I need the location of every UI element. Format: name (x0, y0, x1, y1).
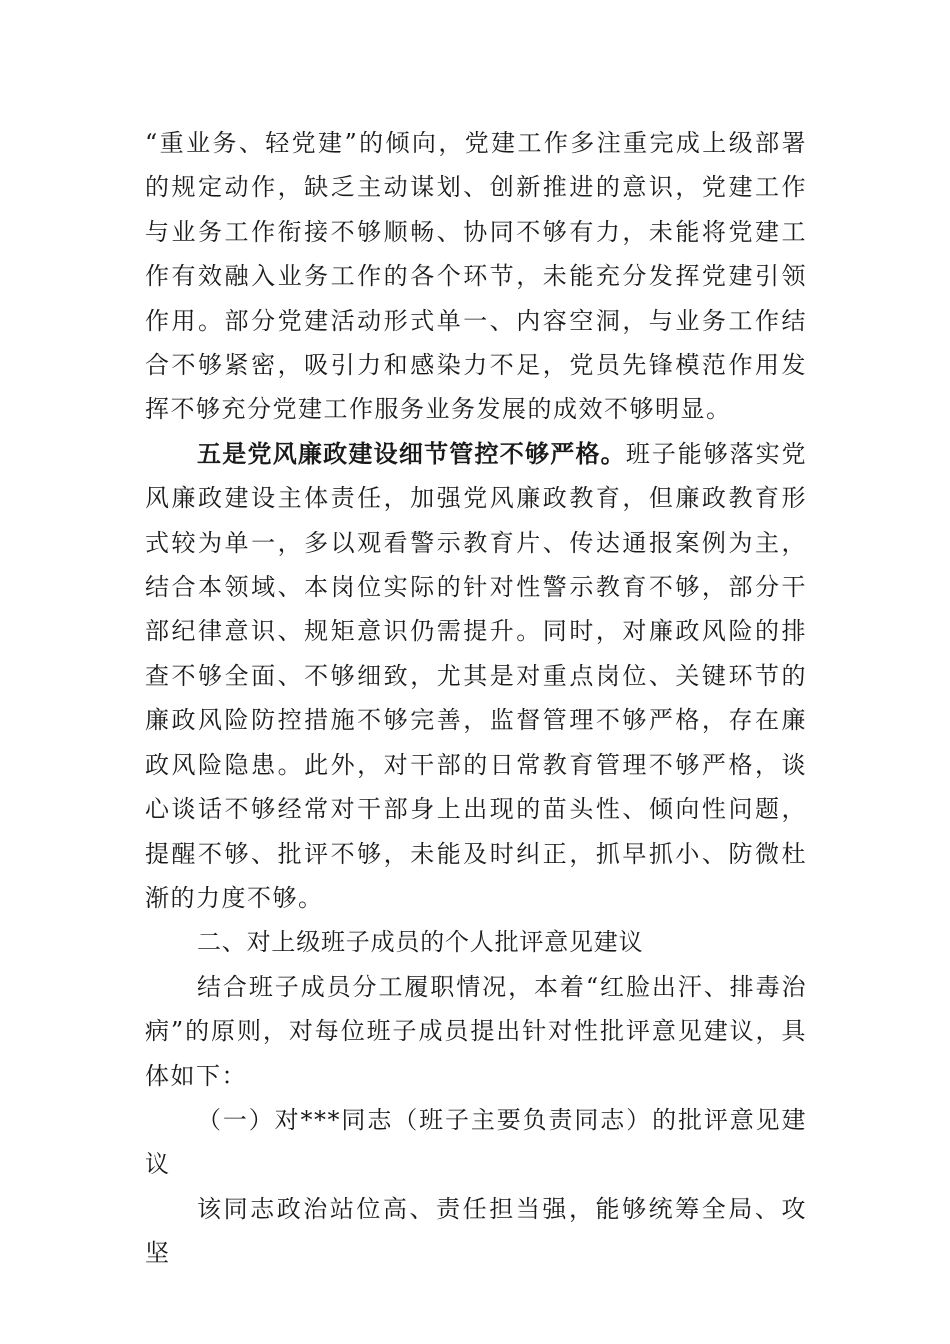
paragraph-integrity (145, 432, 807, 920)
document-body (145, 121, 807, 1276)
paragraph-lead-bold: 五是党风廉政建设细节管控不够严格。 (197, 439, 626, 468)
section-heading: 二、对上级班子成员的个人批评意见建议 (197, 928, 644, 957)
subsection-heading: （一）对***同志（班子主要负责同志）的批评意见建议 (145, 1105, 807, 1179)
paragraph-party-building: “重业务、轻党建”的倾向，党建工作多注重完成上级部署的规定动作，缺乏主动谋划、创新推进的意识，党建工作与业务工作衔接不够顺畅、协同不够有力，未能将党建工作有效融入业务工作的各个环节，未能充分发挥党建引领作用。部分党建活动形式单一、内容空洞，与业务工作结合不够紧密，吸引力和感染力不足，党员先锋模范作用发挥不够充分党建工作服务业务发展的成效不够明显。 (145, 129, 807, 424)
paragraph-comrade: 该同志政治站位高、责任担当强，能够统筹全局、攻坚 (145, 1194, 807, 1268)
paragraph-integrity-body: 班子能够落实党风廉政建设主体责任，加强党风廉政教育，但廉政教育形式较为单一，多以观看警示教育片、传达通报案例为主，结合本领域、本岗位实际的针对性警示教育不够，部分干部纪律意识、规矩意识仍需提升。同时，对廉政风险的排查不够全面、不够细致，尤其是对重点岗位、关键环节的廉政风险防控措施不够完善，监督管理不够严格，存在廉政风险隐患。此外，对干部的日常教育管理不够严格，谈心谈话不够经常对干部身上出现的苗头性、倾向性问题，提醒不够、批评不够，未能及时纠正，抓早抓小、防微杜渐的力度不够。 (145, 439, 808, 912)
paragraph-intro: 结合班子成员分工履职情况，本着“红脸出汗、排毒治病”的原则，对每位班子成员提出针对性批评意见建议，具体如下： (145, 972, 807, 1090)
